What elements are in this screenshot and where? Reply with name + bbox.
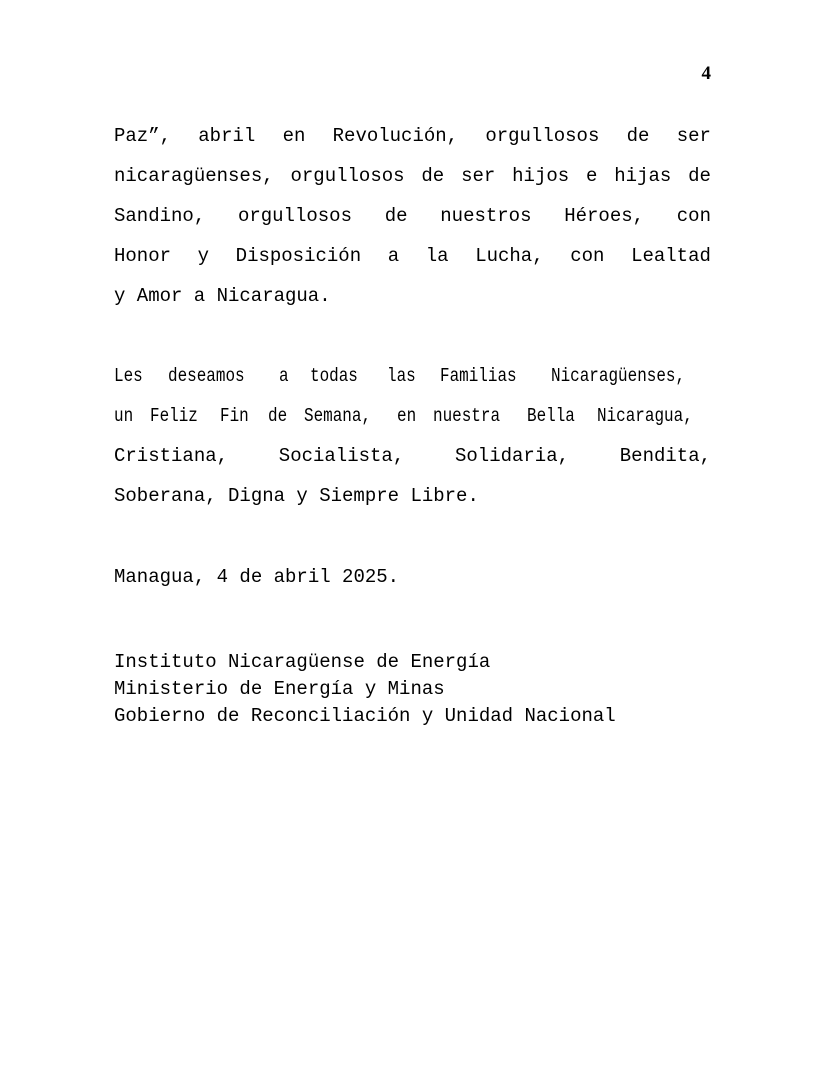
word: Libre. — [410, 485, 479, 507]
signature-line-ministry: Ministerio de Energía y Minas — [114, 678, 445, 700]
word: Fin — [220, 405, 250, 427]
word: nicaragüenses, — [114, 165, 274, 187]
page-number: 4 — [701, 63, 711, 84]
word: Les — [114, 365, 143, 387]
word: orgullosos — [485, 125, 600, 147]
word: con — [676, 205, 711, 227]
word: Familias — [440, 365, 518, 387]
word: ser — [461, 165, 496, 187]
word: Lucha, — [475, 245, 544, 267]
word: a — [278, 365, 289, 387]
word: nuestra — [433, 405, 501, 427]
text-line — [114, 204, 711, 244]
word: orgullosos — [290, 165, 405, 187]
word: Feliz — [150, 405, 199, 427]
word: deseamos — [167, 365, 245, 387]
dateline: Managua, 4 de abril 2025. — [114, 566, 400, 588]
word: Cristiana, — [114, 445, 229, 467]
document-body — [114, 124, 711, 524]
word: y — [197, 245, 210, 267]
word: Bella — [526, 405, 575, 427]
word: abril — [198, 125, 256, 147]
word: orgullosos — [237, 205, 352, 227]
word: de — [268, 405, 288, 427]
word: y — [114, 285, 126, 307]
word: Nicaragua, — [596, 405, 693, 427]
text-line — [114, 484, 711, 524]
text-line — [114, 284, 711, 324]
word: la — [425, 245, 449, 267]
word: a — [387, 245, 400, 267]
word: Sandino, — [114, 205, 206, 227]
word: Soberana, — [114, 485, 217, 507]
text-line — [114, 164, 711, 204]
word: Nicaragüenses, — [551, 365, 686, 387]
word: Siempre — [319, 485, 400, 507]
signature-line-government: Gobierno de Reconciliación y Unidad Nacional — [114, 705, 616, 727]
text-line — [114, 444, 711, 484]
word: nuestros — [440, 205, 532, 227]
word: Disposición — [235, 245, 362, 267]
text-line — [114, 404, 711, 444]
text-line — [114, 124, 711, 164]
word: todas — [309, 365, 358, 387]
word: en — [282, 125, 306, 147]
word: de — [384, 205, 408, 227]
signature-block — [114, 649, 616, 730]
word: un — [114, 405, 134, 427]
paragraph-2 — [114, 364, 711, 524]
word: Socialista, — [278, 445, 405, 467]
word: hijas — [614, 165, 672, 187]
word: a — [193, 285, 206, 307]
word: de — [688, 165, 711, 187]
word: hijos — [512, 165, 570, 187]
word: las — [386, 365, 416, 387]
word: en — [397, 405, 417, 427]
word: Bendita, — [619, 445, 711, 467]
word: Nicaragua. — [216, 285, 331, 307]
paragraph-1 — [114, 124, 711, 324]
word: Solidaria, — [454, 445, 570, 467]
signature-line-institution: Instituto Nicaragüense de Energía — [114, 651, 491, 673]
word: de — [421, 165, 445, 187]
word: de — [626, 125, 650, 147]
text-line — [114, 364, 711, 404]
dateline-block — [114, 565, 399, 590]
word: y — [296, 485, 308, 507]
word: Digna — [228, 485, 286, 507]
word: Revolución, — [332, 125, 459, 147]
word: Lealtad — [631, 245, 711, 267]
word: Paz”, — [114, 125, 172, 147]
word: Amor — [136, 285, 183, 307]
text-line — [114, 244, 711, 284]
word: ser — [676, 125, 711, 147]
word: Semana, — [304, 405, 372, 427]
word: con — [570, 245, 605, 267]
word: Honor — [114, 245, 172, 267]
word: Héroes, — [564, 205, 645, 227]
word: e — [586, 165, 598, 187]
